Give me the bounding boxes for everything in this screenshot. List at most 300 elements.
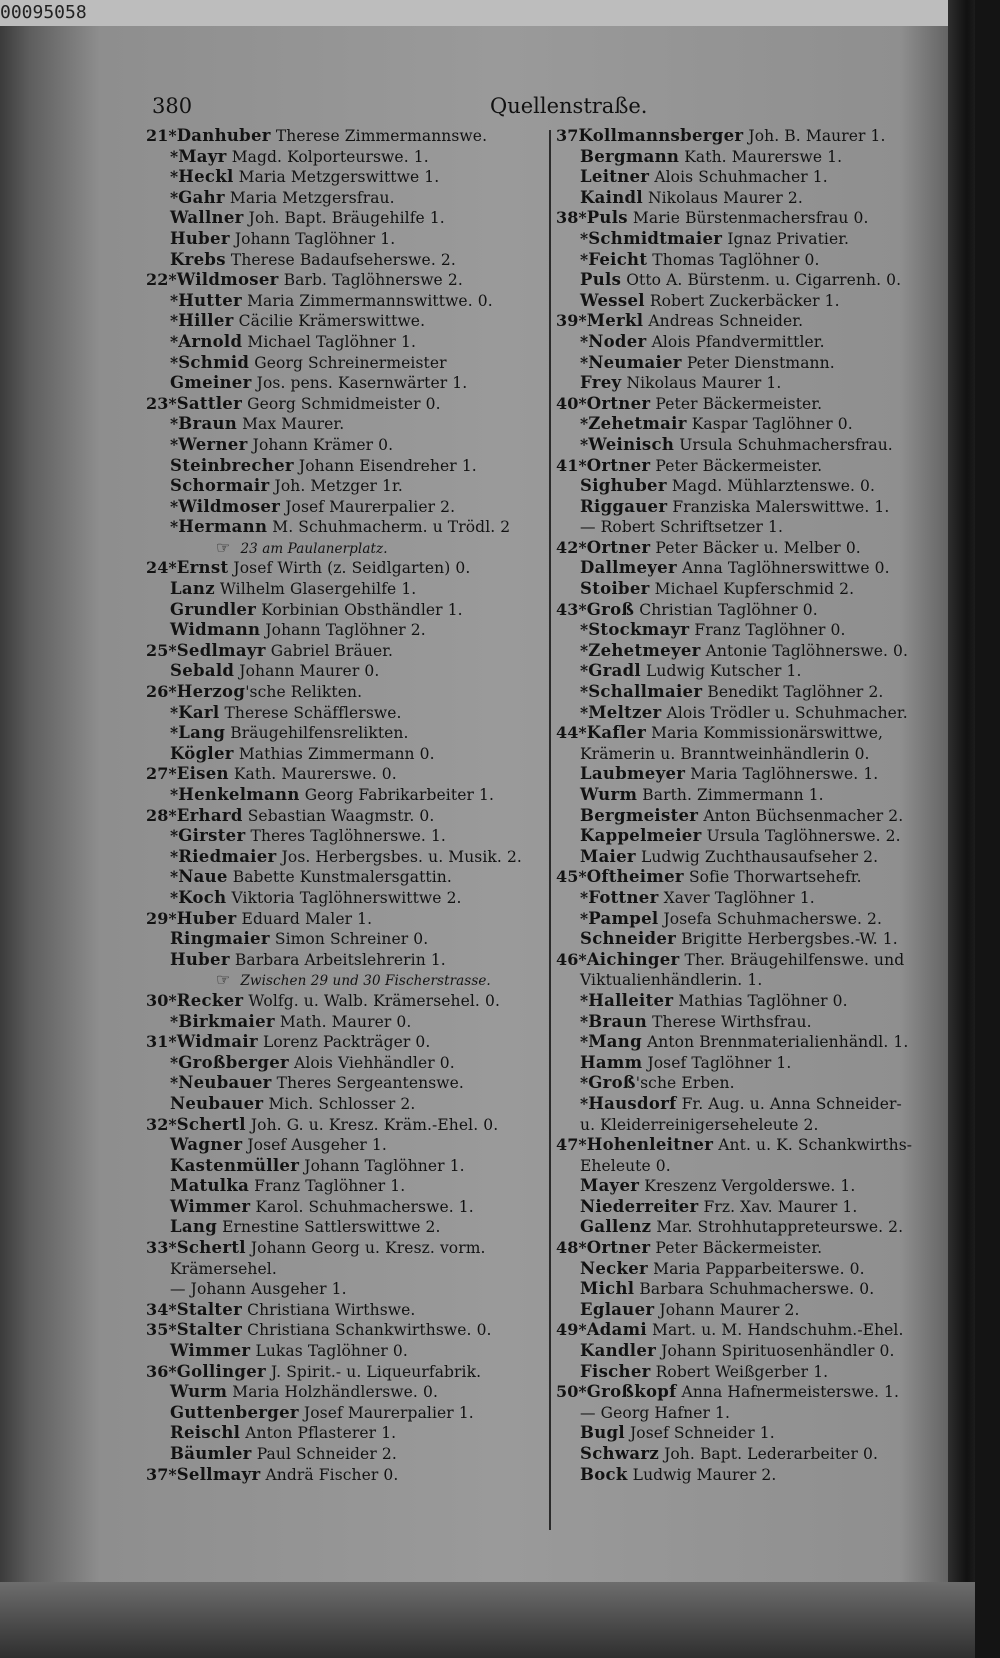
house-number: 42 bbox=[556, 537, 579, 557]
directory-entry bbox=[556, 517, 951, 538]
directory-entry bbox=[556, 394, 951, 415]
directory-entry bbox=[556, 1094, 951, 1115]
directory-entry bbox=[146, 1053, 546, 1074]
resident-surname: Neubauer bbox=[170, 1093, 264, 1113]
directory-entry bbox=[556, 1115, 951, 1136]
resident-surname: Werner bbox=[178, 434, 248, 454]
resident-surname: Fischer bbox=[580, 1361, 651, 1381]
owner-mark: * bbox=[170, 352, 179, 372]
resident-details: Ludwig Kutscher 1. bbox=[646, 662, 802, 681]
directory-entry bbox=[146, 147, 546, 168]
resident-surname: Großkopf bbox=[586, 1382, 677, 1402]
directory-entry bbox=[556, 1423, 951, 1444]
directory-entry bbox=[556, 147, 951, 168]
directory-entry bbox=[556, 1300, 951, 1321]
resident-details: Robert Weißgerber 1. bbox=[655, 1362, 829, 1381]
directory-entry bbox=[146, 394, 546, 415]
resident-surname: Herzog bbox=[176, 682, 246, 702]
resident-details: Johann Krämer 0. bbox=[252, 435, 394, 454]
directory-entry bbox=[146, 373, 546, 394]
house-number: 22 bbox=[146, 270, 169, 290]
resident-surname: Hutter bbox=[178, 290, 243, 310]
resident-details: Georg Schreinermeister bbox=[254, 353, 447, 372]
house-number: 45 bbox=[556, 867, 579, 887]
directory-entry bbox=[556, 744, 951, 765]
directory-entry bbox=[556, 1465, 951, 1486]
resident-details: Josef Ausgeher 1. bbox=[247, 1136, 387, 1155]
owner-mark: * bbox=[170, 867, 179, 887]
resident-details: Franz Taglöhner 1. bbox=[254, 1177, 406, 1196]
directory-entry bbox=[556, 1135, 951, 1156]
directory-entry bbox=[146, 1279, 546, 1300]
house-number: 25 bbox=[146, 640, 169, 660]
owner-mark: * bbox=[580, 1093, 589, 1113]
resident-surname: Frey bbox=[580, 373, 622, 393]
resident-details: Peter Bäckermeister. bbox=[655, 394, 823, 413]
resident-details: Joh. Bapt. Lederarbeiter 0. bbox=[664, 1445, 878, 1463]
directory-entry bbox=[556, 1238, 951, 1259]
resident-details: Nikolaus Maurer 2. bbox=[647, 188, 803, 207]
resident-surname: Heckl bbox=[178, 167, 234, 187]
resident-surname: Wimmer bbox=[170, 1341, 251, 1361]
resident-surname: Wurm bbox=[580, 785, 638, 804]
directory-entry bbox=[146, 579, 546, 600]
directory-entry bbox=[146, 785, 546, 806]
resident-details: Therese Schäfflerswe. bbox=[224, 703, 402, 722]
directory-entry bbox=[556, 1320, 951, 1341]
resident-surname: Groß bbox=[588, 1073, 636, 1093]
resident-details: J. Spirit.- u. Liqueurfabrik. bbox=[271, 1362, 482, 1381]
resident-surname: Wildmoser bbox=[178, 496, 281, 516]
owner-mark: * bbox=[168, 990, 177, 1010]
resident-surname: Steinbrecher bbox=[170, 455, 294, 475]
resident-details: Ther. Bräugehilfenswe. und bbox=[684, 950, 905, 969]
directory-entry bbox=[556, 579, 951, 600]
house-number: 32 bbox=[146, 1114, 169, 1134]
directory-entry bbox=[556, 1382, 951, 1403]
directory-entry bbox=[556, 476, 951, 497]
directory-entry bbox=[146, 1423, 546, 1444]
resident-surname: Hamm bbox=[580, 1052, 643, 1072]
directory-entry bbox=[556, 497, 951, 518]
resident-details: Anton Büchsenmacher 2. bbox=[703, 806, 904, 825]
directory-entry bbox=[556, 682, 951, 703]
resident-surname: Leitner bbox=[580, 167, 650, 187]
resident-surname: Ernst bbox=[176, 558, 229, 578]
resident-details: Magd. Mühlarztenswe. 0. bbox=[671, 477, 876, 496]
resident-surname: Eglauer bbox=[580, 1299, 655, 1319]
resident-details: Fr. Aug. u. Anna Schneider- bbox=[681, 1094, 902, 1113]
directory-entry bbox=[146, 126, 546, 147]
house-number: 44 bbox=[556, 723, 579, 743]
resident-details: Xaver Taglöhner 1. bbox=[663, 888, 815, 907]
directory-entry bbox=[146, 764, 546, 785]
directory-entry bbox=[146, 1094, 546, 1115]
resident-surname: Hausdorf bbox=[588, 1093, 677, 1113]
street-note-text: Zwischen 29 und 30 Fischerstrasse. bbox=[240, 973, 491, 990]
directory-entry bbox=[556, 373, 951, 394]
resident-details: Maria Holzhändlerswe. 0. bbox=[232, 1383, 438, 1402]
resident-details: Eduard Maler 1. bbox=[241, 909, 373, 928]
resident-details: Babette Kunstmalersgattin. bbox=[232, 868, 452, 887]
owner-mark: * bbox=[580, 887, 589, 907]
resident-details: Johann Spirituosenhändler 0. bbox=[661, 1342, 895, 1361]
resident-details: Joh. Metzger 1r. bbox=[274, 477, 403, 496]
owner-mark: * bbox=[170, 187, 179, 207]
owner-mark: * bbox=[170, 331, 179, 351]
resident-surname: Lang bbox=[178, 723, 226, 743]
resident-details: Franz Taglöhner 0. bbox=[694, 621, 846, 640]
resident-details: Joh. B. Maurer 1. bbox=[748, 127, 886, 145]
resident-details: Lukas Taglöhner 0. bbox=[255, 1342, 408, 1361]
owner-mark: * bbox=[580, 352, 589, 372]
owner-mark: * bbox=[580, 620, 589, 640]
house-number: 21 bbox=[146, 126, 169, 145]
resident-surname: Schertl bbox=[176, 1114, 246, 1134]
owner-mark: * bbox=[170, 702, 179, 722]
resident-details: Frz. Xav. Maurer 1. bbox=[703, 1197, 858, 1216]
resident-details: Math. Maurer 0. bbox=[279, 1012, 412, 1031]
street-note bbox=[146, 538, 546, 559]
directory-entry bbox=[556, 1176, 951, 1197]
resident-details: Josef Maurerpalier 2. bbox=[285, 497, 456, 516]
directory-entry bbox=[556, 1217, 951, 1238]
directory-entry bbox=[146, 682, 546, 703]
left-column bbox=[146, 126, 546, 1485]
resident-details: Simon Schreiner 0. bbox=[274, 930, 429, 949]
resident-surname: Lang bbox=[170, 1217, 218, 1237]
owner-mark: * bbox=[170, 434, 179, 454]
resident-surname: Schallmaier bbox=[588, 682, 703, 702]
directory-entry bbox=[146, 1115, 546, 1136]
house-number: 49 bbox=[556, 1320, 579, 1340]
resident-details: Maria Taglöhnerswe. 1. bbox=[690, 765, 879, 784]
directory-entry bbox=[146, 1403, 546, 1424]
resident-details: Maria Metzgersfrau. bbox=[229, 188, 395, 207]
owner-mark: * bbox=[578, 1238, 587, 1258]
resident-details: Mathias Taglöhner 0. bbox=[678, 991, 848, 1010]
directory-entry bbox=[146, 909, 546, 930]
resident-details: Viktoria Taglöhnerswittwe 2. bbox=[231, 888, 462, 907]
directory-entry bbox=[146, 1341, 546, 1362]
resident-details: Sebastian Waagmstr. 0. bbox=[247, 806, 435, 825]
directory-entry bbox=[146, 1362, 546, 1383]
street-note-text: 23 am Paulanerplatz. bbox=[240, 540, 388, 557]
resident-surname: Kafler bbox=[586, 723, 647, 743]
resident-surname: Widmair bbox=[176, 1032, 258, 1052]
directory-entry bbox=[146, 332, 546, 353]
resident-surname: Sighuber bbox=[580, 476, 667, 496]
resident-surname: Gollinger bbox=[176, 1361, 267, 1381]
directory-entry bbox=[556, 1444, 951, 1465]
owner-mark: * bbox=[168, 1114, 177, 1134]
house-number: 30 bbox=[146, 990, 169, 1010]
directory-entry bbox=[556, 1197, 951, 1218]
owner-mark: * bbox=[170, 826, 179, 846]
owner-mark: * bbox=[168, 558, 177, 578]
resident-details: Benedikt Taglöhner 2. bbox=[707, 683, 884, 702]
directory-entry bbox=[556, 208, 951, 229]
directory-entry bbox=[556, 806, 951, 827]
resident-surname: Naue bbox=[178, 867, 228, 887]
owner-mark: * bbox=[168, 1299, 177, 1319]
house-number: 37 bbox=[556, 126, 579, 145]
resident-details: Gabriel Bräuer. bbox=[270, 641, 394, 660]
resident-surname: Schertl bbox=[176, 1238, 246, 1258]
resident-details: Ludwig Zuchthausaufseher 2. bbox=[640, 847, 879, 866]
owner-mark: * bbox=[578, 599, 587, 619]
resident-details: Wilhelm Glasergehilfe 1. bbox=[219, 580, 417, 599]
owner-mark: * bbox=[170, 1052, 179, 1072]
resident-surname: Stoiber bbox=[580, 579, 650, 599]
resident-surname: Adami bbox=[586, 1320, 647, 1340]
house-number: 29 bbox=[146, 908, 169, 928]
resident-details: Josef Schneider 1. bbox=[629, 1424, 775, 1443]
directory-entry bbox=[146, 188, 546, 209]
owner-mark: * bbox=[578, 1135, 587, 1155]
directory-entry bbox=[146, 1197, 546, 1218]
resident-details: Kreszenz Vergolderswe. 1. bbox=[644, 1177, 856, 1196]
owner-mark: * bbox=[168, 805, 177, 825]
owner-mark: * bbox=[578, 311, 587, 331]
resident-surname: Zehetmeyer bbox=[588, 640, 701, 660]
directory-entry bbox=[146, 1135, 546, 1156]
resident-surname: Henkelmann bbox=[178, 785, 300, 804]
owner-mark: * bbox=[580, 702, 589, 722]
resident-details: Alois Pfandvermittler. bbox=[651, 332, 825, 351]
directory-entry bbox=[146, 558, 546, 579]
resident-surname: Ortner bbox=[586, 1238, 651, 1258]
resident-surname: Gmeiner bbox=[170, 373, 252, 393]
house-number: 34 bbox=[146, 1299, 169, 1319]
directory-entry bbox=[556, 1403, 951, 1424]
directory-entry bbox=[146, 250, 546, 271]
house-number: 40 bbox=[556, 393, 579, 413]
resident-surname: Fottner bbox=[588, 887, 659, 907]
resident-details: Viktualienhändlerin. 1. bbox=[580, 971, 763, 990]
resident-details: Alois Viehhändler 0. bbox=[294, 1053, 455, 1072]
directory-entry bbox=[556, 970, 951, 991]
resident-details: Maria Papparbeiterswe. 0. bbox=[653, 1259, 865, 1278]
resident-surname: Hermann bbox=[178, 517, 268, 537]
resident-surname: Koch bbox=[178, 887, 227, 907]
resident-surname: Huber bbox=[170, 228, 230, 248]
pointing-hand-icon: ☞ bbox=[216, 970, 231, 990]
scan-top-strip bbox=[0, 0, 975, 26]
directory-entry bbox=[146, 208, 546, 229]
owner-mark: * bbox=[578, 455, 587, 475]
resident-surname: Widmann bbox=[170, 620, 261, 640]
owner-mark: * bbox=[580, 990, 589, 1010]
resident-details: Korbinian Obsthändler 1. bbox=[261, 600, 463, 619]
resident-details: Johann Taglöhner 1. bbox=[234, 229, 396, 248]
owner-mark: * bbox=[580, 1073, 589, 1093]
resident-surname: Ortner bbox=[586, 455, 651, 475]
owner-mark: * bbox=[578, 537, 587, 557]
directory-entry bbox=[556, 703, 951, 724]
directory-entry bbox=[146, 826, 546, 847]
resident-details: Johann Taglöhner 1. bbox=[304, 1156, 465, 1175]
resident-surname: Hohenleitner bbox=[586, 1135, 714, 1155]
resident-surname: Dallmeyer bbox=[580, 558, 677, 578]
directory-entry bbox=[556, 991, 951, 1012]
resident-details: Eheleute 0. bbox=[580, 1156, 671, 1175]
directory-entry bbox=[146, 1032, 546, 1053]
owner-mark: * bbox=[578, 393, 587, 413]
resident-details: Johann Eisendreher 1. bbox=[298, 456, 477, 475]
directory-entry bbox=[146, 414, 546, 435]
resident-surname: Sebald bbox=[170, 661, 235, 681]
resident-details: Wolfg. u. Walb. Krämersehel. 0. bbox=[248, 991, 500, 1010]
directory-entry bbox=[146, 1012, 546, 1033]
directory-entry bbox=[146, 1382, 546, 1403]
owner-mark: * bbox=[580, 414, 589, 434]
resident-details: Michael Kupferschmid 2. bbox=[654, 580, 855, 599]
owner-mark: * bbox=[580, 228, 589, 248]
resident-surname: Recker bbox=[176, 990, 244, 1010]
directory-entry bbox=[556, 785, 951, 806]
resident-details: Josefa Schuhmacherswe. 2. bbox=[663, 909, 883, 928]
resident-surname: Großberger bbox=[178, 1052, 290, 1072]
resident-surname: Riggauer bbox=[580, 496, 668, 516]
resident-surname: Krebs bbox=[170, 249, 226, 269]
directory-entry bbox=[146, 847, 546, 868]
directory-entry bbox=[146, 929, 546, 950]
directory-entry bbox=[556, 1259, 951, 1280]
resident-surname: Eisen bbox=[176, 764, 229, 784]
directory-entry bbox=[146, 1300, 546, 1321]
directory-entry bbox=[146, 291, 546, 312]
house-number: 24 bbox=[146, 558, 169, 578]
resident-surname: Ortner bbox=[586, 537, 651, 557]
owner-mark: * bbox=[580, 249, 589, 269]
house-number: 28 bbox=[146, 805, 169, 825]
house-number: 47 bbox=[556, 1135, 579, 1155]
resident-surname: Mayer bbox=[580, 1176, 640, 1196]
directory-entry bbox=[556, 764, 951, 785]
directory-entry bbox=[556, 311, 951, 332]
resident-surname: Guttenberger bbox=[170, 1402, 299, 1422]
resident-surname: Noder bbox=[588, 331, 647, 351]
resident-details: Maria Zimmermannswittwe. 0. bbox=[247, 291, 493, 310]
owner-mark: * bbox=[580, 661, 589, 681]
directory-entry bbox=[556, 888, 951, 909]
directory-entry bbox=[146, 641, 546, 662]
house-number: 33 bbox=[146, 1238, 169, 1258]
resident-surname: Schmid bbox=[178, 352, 250, 372]
directory-entry bbox=[146, 1259, 546, 1280]
directory-entry bbox=[556, 435, 951, 456]
owner-mark: * bbox=[578, 867, 587, 887]
resident-details: Ernestine Sattlerswittwe 2. bbox=[222, 1218, 441, 1237]
directory-entry bbox=[556, 1341, 951, 1362]
owner-mark: * bbox=[168, 908, 177, 928]
resident-surname: Laubmeyer bbox=[580, 764, 686, 784]
house-number: 41 bbox=[556, 455, 579, 475]
resident-surname: Halleiter bbox=[588, 990, 674, 1010]
resident-details: Jos. pens. Kasernwärter 1. bbox=[256, 374, 468, 393]
owner-mark: * bbox=[170, 723, 179, 743]
directory-entry bbox=[556, 950, 951, 971]
street-note bbox=[146, 970, 546, 991]
owner-mark: * bbox=[170, 167, 179, 187]
house-number: 36 bbox=[146, 1361, 169, 1381]
resident-surname: Bäumler bbox=[170, 1444, 252, 1463]
resident-details: Kath. Maurerswe. 0. bbox=[233, 765, 397, 784]
resident-details: Cäcilie Krämerswittwe. bbox=[238, 312, 426, 331]
resident-surname: Wallner bbox=[170, 208, 244, 228]
directory-entry bbox=[146, 661, 546, 682]
owner-mark: * bbox=[168, 393, 177, 413]
resident-surname: Merkl bbox=[586, 311, 644, 331]
page-bottom-shadow bbox=[0, 1582, 975, 1658]
resident-details: Ursula Taglöhnerswe. 2. bbox=[706, 827, 901, 846]
owner-mark: * bbox=[170, 1073, 179, 1093]
resident-surname: Grundler bbox=[170, 599, 257, 619]
owner-mark: * bbox=[168, 270, 177, 290]
directory-entry bbox=[146, 888, 546, 909]
resident-details: 'sche Relikten. bbox=[245, 683, 363, 702]
resident-surname: Sellmayr bbox=[176, 1464, 261, 1484]
directory-entry bbox=[556, 291, 951, 312]
owner-mark: * bbox=[168, 1464, 177, 1484]
resident-details: Theres Sergeantenswe. bbox=[276, 1074, 464, 1093]
directory-entry bbox=[556, 1012, 951, 1033]
resident-details: Christian Taglöhner 0. bbox=[639, 600, 818, 619]
resident-details: Barth. Zimmermann 1. bbox=[642, 786, 824, 804]
directory-entry bbox=[146, 723, 546, 744]
directory-entry bbox=[146, 229, 546, 250]
resident-details: Ignaz Privatier. bbox=[727, 229, 850, 248]
directory-entry bbox=[146, 1176, 546, 1197]
resident-surname: Weinisch bbox=[588, 434, 675, 454]
resident-surname: Erhard bbox=[176, 805, 243, 825]
resident-surname: Ortner bbox=[586, 393, 651, 413]
resident-details: Franziska Malerswittwe. 1. bbox=[672, 497, 890, 516]
directory-entry bbox=[556, 558, 951, 579]
resident-surname: Kandler bbox=[580, 1341, 657, 1361]
resident-details: Robert Zuckerbäcker 1. bbox=[649, 291, 840, 310]
resident-surname: Maier bbox=[580, 846, 636, 866]
owner-mark: * bbox=[168, 1320, 177, 1340]
resident-details: — Georg Hafner 1. bbox=[580, 1403, 731, 1422]
house-number: 48 bbox=[556, 1238, 579, 1258]
resident-details: Maria Kommissionärswittwe, bbox=[651, 724, 884, 743]
resident-details: Josef Wirth (z. Seidlgarten) 0. bbox=[233, 559, 471, 578]
directory-entry bbox=[146, 991, 546, 1012]
directory-entry bbox=[556, 1073, 951, 1094]
resident-details: Josef Taglöhner 1. bbox=[647, 1053, 792, 1072]
resident-surname: Sedlmayr bbox=[176, 640, 266, 660]
resident-surname: Pampel bbox=[588, 908, 659, 928]
owner-mark: * bbox=[578, 1382, 587, 1402]
resident-surname: Wessel bbox=[580, 290, 645, 310]
directory-entry bbox=[556, 661, 951, 682]
house-number: 37 bbox=[146, 1464, 169, 1484]
resident-surname: Stalter bbox=[176, 1299, 243, 1319]
resident-surname: Danhuber bbox=[176, 126, 271, 145]
directory-entry bbox=[556, 723, 951, 744]
resident-surname: Karl bbox=[178, 702, 220, 722]
directory-entry bbox=[556, 867, 951, 888]
house-number: 38 bbox=[556, 208, 579, 228]
owner-mark: * bbox=[170, 146, 179, 166]
directory-entry bbox=[146, 1238, 546, 1259]
resident-surname: Feicht bbox=[588, 249, 648, 269]
resident-details: Georg Schmidmeister 0. bbox=[247, 394, 441, 413]
resident-details: Barb. Taglöhnerswe 2. bbox=[283, 271, 463, 290]
resident-surname: Braun bbox=[588, 1011, 648, 1031]
